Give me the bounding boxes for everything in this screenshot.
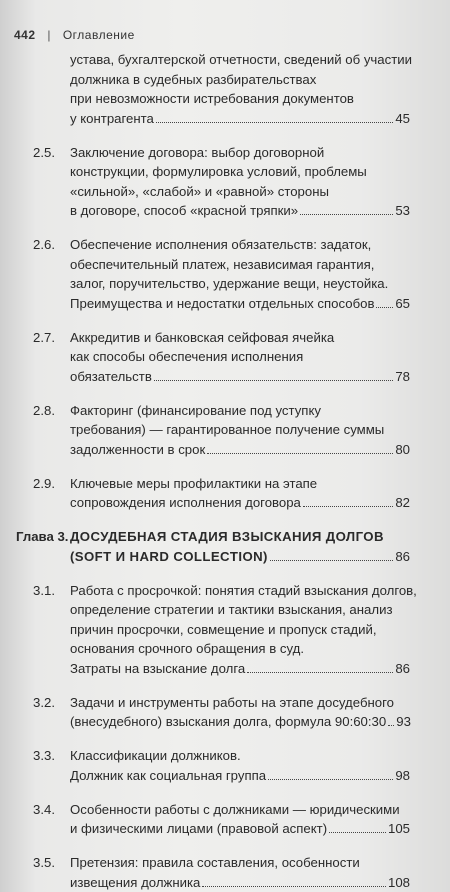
dot-leader [156,122,393,123]
header-separator: | [47,28,51,42]
title-line: Должник как социальная группа [70,766,266,786]
title-last-line [70,493,410,513]
entry-title [70,50,396,128]
running-header [14,28,135,42]
section-number: 2.6. [33,235,55,255]
dot-leader [270,560,394,561]
title-line: «сильной», «слабой» и «равной» стороны [70,182,396,202]
dot-leader [329,832,386,833]
title-last-line [70,766,410,786]
title-line: Преимущества и недостатки отдельных способов [70,294,374,314]
page-ref: 108 [388,873,410,892]
section-number: 3.4. [33,800,55,820]
title-last-line [70,873,410,892]
title-line: устава, бухгалтерской отчетности, сведений об участии [70,50,396,70]
dot-leader [376,307,393,308]
title-line: обязательств [70,367,152,387]
section-number: 3.2. [33,693,55,713]
entry-title [70,800,396,839]
title-line: и физическими лицами (правовой аспект) [70,819,327,839]
page-ref: 105 [388,819,410,839]
page-ref: 93 [396,712,411,732]
title-line: у контрагента [70,109,154,129]
title-last-line [70,819,410,839]
chapter-number: Глава 3. [16,527,68,547]
title-last-line [70,109,410,129]
entry-title [70,746,396,785]
title-line: Особенности работы с должниками — юридическими [70,800,396,820]
title-last-line [70,440,410,460]
dot-leader [388,725,394,726]
dot-leader [207,453,393,454]
title-line: в договоре, способ «красной тряпки» [70,201,298,221]
page-ref: 98 [395,766,410,786]
entry-title [70,143,396,221]
title-last-line [70,201,410,221]
title-line: Аккредитив и банковская сейфовая ячейка [70,328,396,348]
title-line: обеспечительный платеж, независимая гарантия, [70,255,396,275]
entry-title [70,527,396,566]
section-number: 2.9. [33,474,55,494]
title-line: Работа с просрочкой: понятия стадий взыскания долгов, [70,581,396,601]
entry-title [70,328,396,387]
title-line: задолженности в срок [70,440,205,460]
title-line: как способы обеспечения исполнения [70,347,396,367]
page-number: 442 [14,28,36,42]
page-ref: 78 [395,367,410,387]
section-number: 3.1. [33,581,55,601]
dot-leader [268,779,393,780]
title-line: Задачи и инструменты работы на этапе досудебного [70,693,396,713]
title-line: сопровождения исполнения договора [70,493,301,513]
entry-title [70,474,396,513]
title-line: извещения должника [70,873,200,892]
header-title: Оглавление [63,28,135,42]
title-line: Ключевые меры профилактики на этапе [70,474,396,494]
page-ref: 53 [395,201,410,221]
entry-title [70,693,396,732]
title-line: должника в судебных разбирательствах [70,70,396,90]
title-line: причин просрочки, совмещение и пропуск стадий, [70,620,396,640]
section-number: 3.5. [33,853,55,873]
page-ref: 80 [395,440,410,460]
page-ref: 65 [395,294,410,314]
dot-leader [247,672,393,673]
entry-title [70,235,396,313]
entry-title [70,401,396,460]
dot-leader [303,506,393,507]
title-last-line [70,659,410,679]
title-line: залог, поручительство, удержание вещи, неустойка. [70,274,396,294]
title-line: Затраты на взыскание долга [70,659,245,679]
page-ref: 82 [395,493,410,513]
title-line: ДОСУДЕБНАЯ СТАДИЯ ВЗЫСКАНИЯ ДОЛГОВ [70,527,396,547]
title-last-line [70,547,410,567]
title-line: (внесудебного) взыскания долга, формула 90:60:30 [70,712,386,732]
page-ref: 86 [395,547,410,567]
section-number: 2.8. [33,401,55,421]
entry-title [70,581,396,679]
title-line: определение стратегии и тактики взыскания, анализ [70,600,396,620]
title-line: Классификации должников. [70,746,396,766]
page-ref: 86 [395,659,410,679]
title-line: Претензия: правила составления, особенности [70,853,396,873]
section-number: 2.7. [33,328,55,348]
section-number: 3.3. [33,746,55,766]
title-last-line [70,712,410,732]
section-number: 2.5. [33,143,55,163]
entry-title [70,853,396,892]
title-line: Заключение договора: выбор договорной [70,143,396,163]
title-last-line [70,367,410,387]
title-last-line [70,294,410,314]
title-line: конструкции, формулировка условий, проблемы [70,162,396,182]
dot-leader [154,380,394,381]
title-line: при невозможности истребования документов [70,89,396,109]
title-line: (SOFT И HARD COLLECTION) [70,547,268,567]
dot-leader [202,886,386,887]
page-ref: 45 [395,109,410,129]
title-line: Обеспечение исполнения обязательств: задаток, [70,235,396,255]
title-line: требования) — гарантированное получение суммы [70,420,396,440]
title-line: основания срочного обращения в суд. [70,639,396,659]
dot-leader [300,214,393,215]
title-line: Факторинг (финансирование под уступку [70,401,396,421]
